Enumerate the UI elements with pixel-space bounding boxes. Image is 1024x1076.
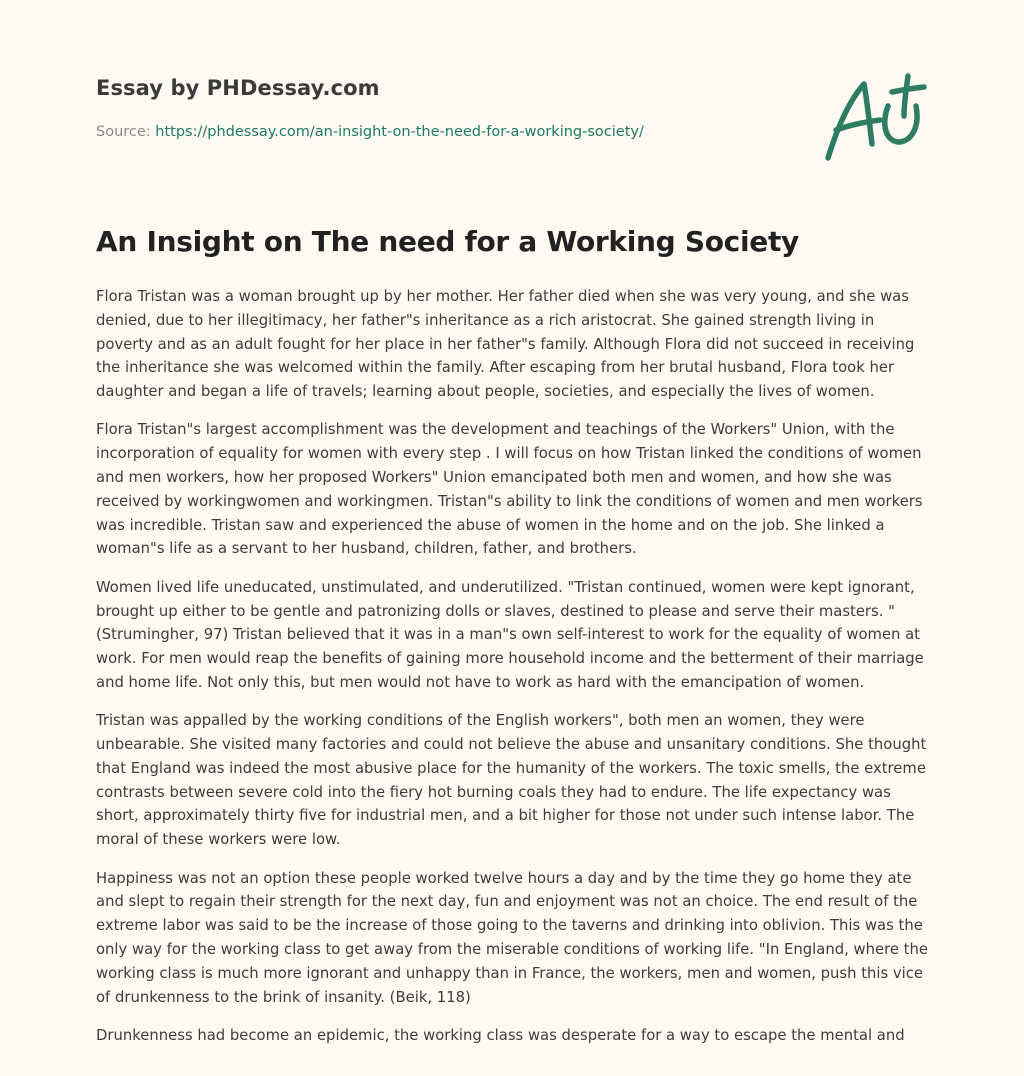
a-plus-logo-icon: [822, 70, 928, 164]
essay-paragraph: Flora Tristan was a woman brought up by her mother. Her father died when she was very young, and she was denied, due to her illegitimacy, her father"s inheritance as a rich aristocrat. She gained strength living in poverty and as an adult fought for her place in her father"s family. Although Flora did not succeed in receiving the inheritance she was welcomed within the family. After escaping from her brutal husband, Flora took her daughter and began a life of travels; learning about people, societies, and especially the lives of women.: [96, 288, 915, 401]
essay-paragraph: Drunkenness had become an epidemic, the working class was desperate for a way to escape the mental and: [96, 1026, 905, 1044]
essay-paragraph: Flora Tristan"s largest accomplishment was the development and teachings of the Workers" Union, with the incorporation of equality for women with every step . I will focus on how Tristan linked the conditions of women and men workers, how her proposed Workers" Union emancipated both men and women, and how she was received by workingwomen and workingmen. Tristan"s ability to link the conditions of women and men workers was incredible. Tristan saw and experienced the abuse of women in the home and on the job. She linked a woman"s life as a servant to her husband, children, father, and brothers.: [96, 421, 923, 558]
source-label: Source:: [96, 124, 156, 140]
essay-paragraph: Tristan was appalled by the working conditions of the English workers", both men an women, they were unbearable. She visited many factories and could not believe the abuse and unsanitary conditions. She thought that England was indeed the most abusive place for the humanity of the workers. The toxic smells, the extreme contrasts between severe cold into the fiery hot burning coals they had to endure. The life expectancy was short, approximately thirty five for industrial men, and a bit higher for those not under such intense labor. The moral of these workers were low.: [96, 712, 927, 849]
source-link[interactable]: https://phdessay.com/an-insight-on-the-need-for-a-working-society/: [155, 124, 644, 140]
essay-paragraph: Happiness was not an option these people worked twelve hours a day and by the time they go home they ate and slept to regain their strength for the next day, fun and enjoyment was not an choice. The end result of the extreme labor was said to be the increase of those going to the taverns and drinking into oblivion. This was the only way for the working class to get away from the miserable conditions of working life. "In England, where the working class is much more ignorant and unhappy than in France, the workers, men and women, push this vice of drunkenness to the brink of insanity. (Beik, 118): [96, 869, 928, 1006]
site-title: Essay by PHDessay.com: [96, 76, 380, 100]
essay-body: [96, 285, 932, 1062]
essay-paragraph: Women lived life uneducated, unstimulated, and underutilized. "Tristan continued, women were kept ignorant, brought up either to be gentle and patronizing dolls or slaves, destined to please and serve their masters. " (Strumingher, 97) Tristan believed that it was in a man"s own self-interest to work for the equality of women at work. For men would reap the benefits of gaining more household income and the betterment of their marriage and home life. Not only this, but men would not have to work as hard with the emancipation of women.: [96, 578, 924, 691]
source-line: [96, 124, 644, 140]
essay-title: An Insight on The need for a Working Society: [96, 225, 799, 258]
